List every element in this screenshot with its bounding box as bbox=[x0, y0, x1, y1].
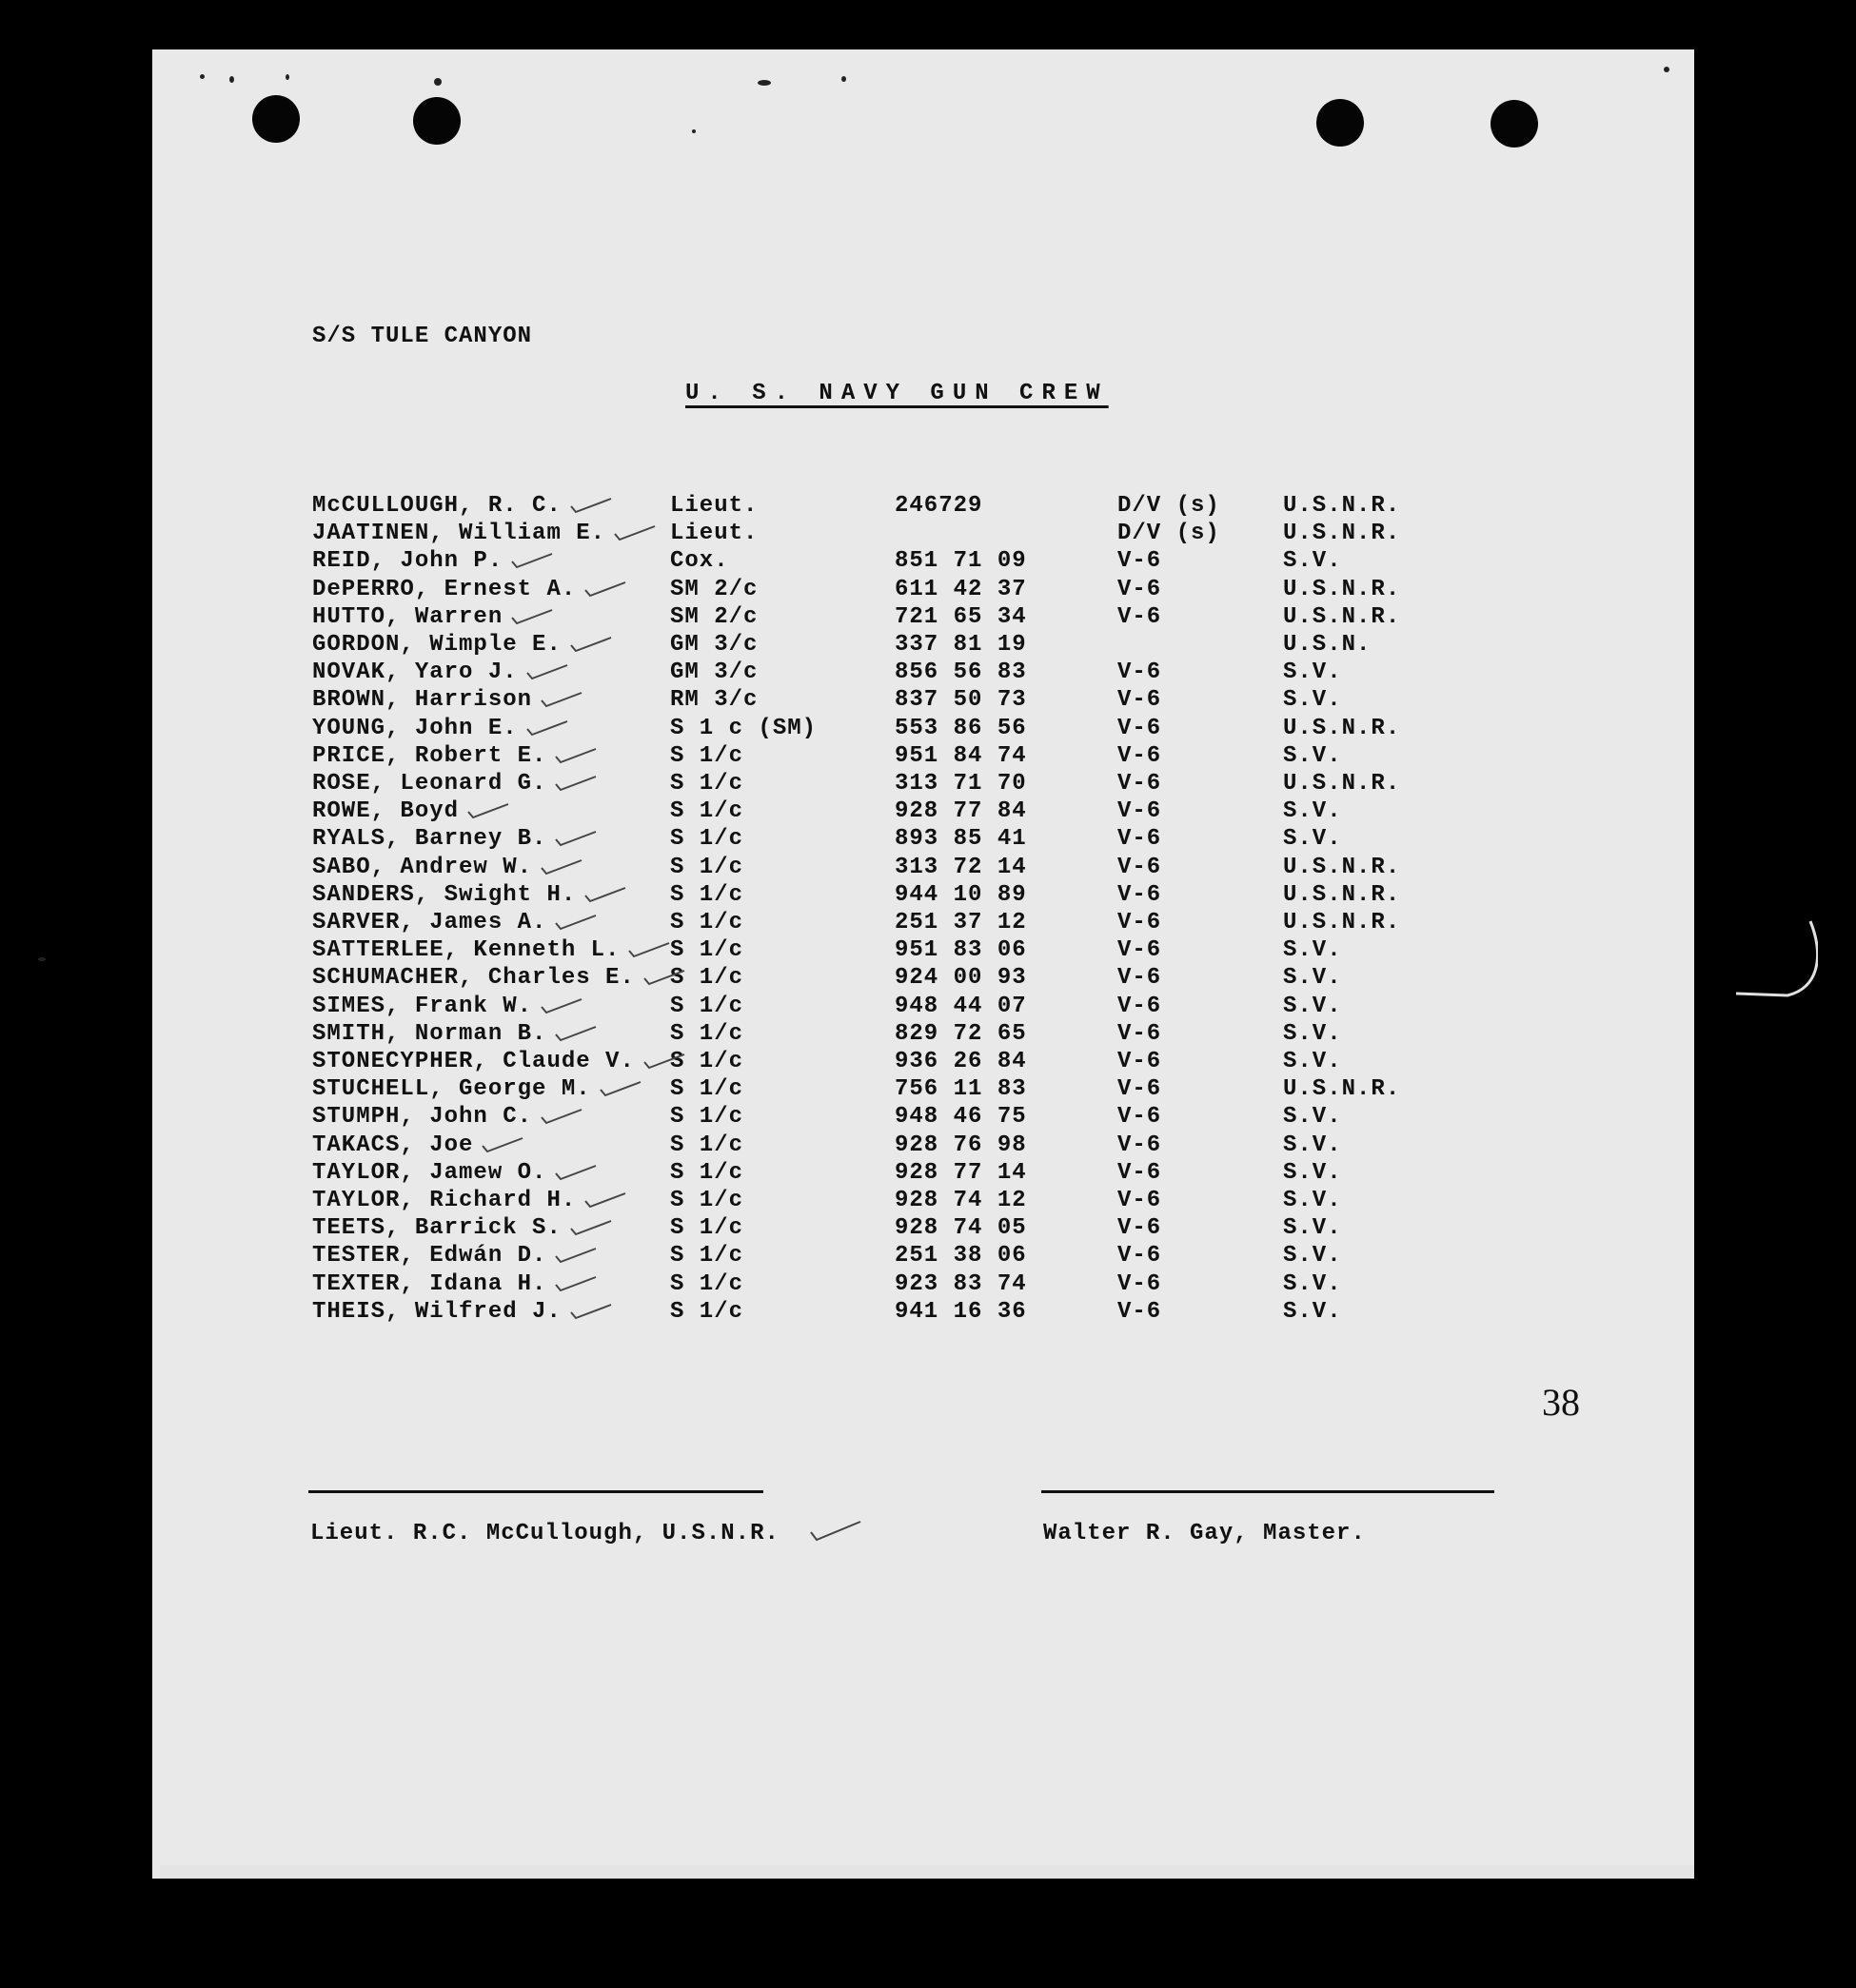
crew-class: V-6 bbox=[1117, 1188, 1162, 1213]
table-row bbox=[0, 994, 1856, 1021]
check-mark-icon bbox=[466, 802, 510, 821]
check-mark-icon bbox=[569, 1219, 613, 1238]
crew-class: V-6 bbox=[1117, 1020, 1162, 1047]
crew-branch: U.S.N.R. bbox=[1283, 715, 1401, 741]
crew-class: D/V (s) bbox=[1117, 521, 1220, 547]
crew-rate: S 1/c bbox=[670, 910, 744, 935]
service-number: 756 11 83 bbox=[895, 1076, 1027, 1103]
crew-class: V-6 bbox=[1117, 965, 1162, 992]
table-row bbox=[0, 521, 1856, 548]
crew-rate: S 1/c bbox=[670, 771, 744, 797]
crew-name: SIMES, Frank W. bbox=[312, 993, 533, 1019]
crew-class: V-6 bbox=[1117, 603, 1162, 630]
signature-right: Walter R. Gay, Master. bbox=[1043, 1521, 1366, 1546]
check-mark-icon bbox=[525, 719, 569, 738]
service-number: 251 37 12 bbox=[895, 910, 1027, 935]
speck bbox=[692, 129, 696, 133]
table-row bbox=[0, 771, 1856, 798]
service-number: 928 77 14 bbox=[895, 1159, 1027, 1186]
crew-rate: Lieut. bbox=[670, 493, 759, 519]
page-edge bbox=[160, 1865, 1694, 1879]
check-mark-icon bbox=[554, 1247, 598, 1266]
crew-name: STUCHELL, George M. bbox=[312, 1076, 591, 1103]
crew-branch: S.V. bbox=[1283, 659, 1342, 686]
table-row bbox=[0, 743, 1856, 771]
check-mark-icon bbox=[525, 663, 569, 682]
check-mark-icon bbox=[510, 552, 554, 571]
signature-line-left bbox=[308, 1490, 763, 1493]
crew-rate: S 1/c bbox=[670, 826, 744, 853]
check-mark-icon bbox=[809, 1519, 862, 1544]
crew-branch: S.V. bbox=[1283, 687, 1342, 714]
crew-branch: U.S.N. bbox=[1283, 632, 1372, 658]
check-mark-icon bbox=[569, 636, 613, 655]
crew-class: V-6 bbox=[1117, 1132, 1162, 1158]
check-mark-icon bbox=[613, 524, 657, 543]
crew-branch: S.V. bbox=[1283, 937, 1342, 964]
check-mark-icon bbox=[554, 775, 598, 794]
speck bbox=[841, 76, 846, 82]
crew-rate: S 1/c bbox=[670, 1243, 744, 1270]
crew-class: V-6 bbox=[1117, 1270, 1162, 1297]
crew-branch: S.V. bbox=[1283, 1215, 1342, 1242]
crew-name: TAYLOR, Richard H. bbox=[312, 1188, 577, 1213]
speck bbox=[229, 76, 234, 83]
crew-class: V-6 bbox=[1117, 1049, 1162, 1074]
crew-branch: U.S.N.R. bbox=[1283, 771, 1401, 797]
document-heading: U. S. NAVY GUN CREW bbox=[685, 381, 1109, 406]
table-row bbox=[0, 1215, 1856, 1243]
check-mark-icon bbox=[540, 691, 583, 710]
crew-name: BROWN, Harrison bbox=[312, 687, 533, 714]
crew-rate: Lieut. bbox=[670, 521, 759, 547]
table-row bbox=[0, 855, 1856, 882]
table-row bbox=[0, 882, 1856, 910]
table-row bbox=[0, 1104, 1856, 1132]
crew-name: SARVER, James A. bbox=[312, 910, 547, 935]
crew-rate: S 1/c bbox=[670, 993, 744, 1019]
crew-rate: S 1/c bbox=[670, 937, 744, 964]
crew-name: ROSE, Leonard G. bbox=[312, 771, 547, 797]
crew-name: REID, John P. bbox=[312, 548, 503, 575]
crew-rate: S 1/c bbox=[670, 798, 744, 825]
crew-branch: U.S.N.R. bbox=[1283, 521, 1401, 547]
table-row bbox=[0, 1076, 1856, 1104]
crew-branch: S.V. bbox=[1283, 965, 1342, 992]
crew-class: V-6 bbox=[1117, 1076, 1162, 1103]
service-number: 251 38 06 bbox=[895, 1243, 1027, 1270]
service-number: 829 72 65 bbox=[895, 1020, 1027, 1047]
check-mark-icon bbox=[554, 914, 598, 933]
service-number: 948 44 07 bbox=[895, 993, 1027, 1019]
table-row bbox=[0, 548, 1856, 576]
crew-rate: S 1/c bbox=[670, 881, 744, 908]
crew-branch: S.V. bbox=[1283, 1020, 1342, 1047]
table-row bbox=[0, 577, 1856, 604]
crew-branch: S.V. bbox=[1283, 1298, 1342, 1325]
crew-rate: S 1/c bbox=[670, 1215, 744, 1242]
crew-name: ROWE, Boyd bbox=[312, 798, 460, 825]
crew-name: SABO, Andrew W. bbox=[312, 854, 533, 880]
table-row bbox=[0, 604, 1856, 632]
speck bbox=[1664, 67, 1669, 72]
margin-mark bbox=[1732, 915, 1818, 1011]
crew-class: V-6 bbox=[1117, 937, 1162, 964]
crew-branch: U.S.N.R. bbox=[1283, 910, 1401, 935]
crew-class: V-6 bbox=[1117, 910, 1162, 935]
crew-rate: S 1 c (SM) bbox=[670, 715, 818, 741]
crew-branch: S.V. bbox=[1283, 1132, 1342, 1158]
punch-hole bbox=[1491, 100, 1538, 148]
crew-class: V-6 bbox=[1117, 576, 1162, 602]
table-row bbox=[0, 493, 1856, 521]
crew-name: RYALS, Barney B. bbox=[312, 826, 547, 853]
crew-class: V-6 bbox=[1117, 659, 1162, 686]
service-number: 944 10 89 bbox=[895, 881, 1027, 908]
crew-name: THEIS, Wilfred J. bbox=[312, 1298, 562, 1325]
crew-name: TEXTER, Idana H. bbox=[312, 1270, 547, 1297]
service-number: 928 76 98 bbox=[895, 1132, 1027, 1158]
crew-name: PRICE, Robert E. bbox=[312, 742, 547, 769]
table-row bbox=[0, 1271, 1856, 1299]
crew-branch: S.V. bbox=[1283, 798, 1342, 825]
service-number: 923 83 74 bbox=[895, 1270, 1027, 1297]
table-row bbox=[0, 1299, 1856, 1327]
crew-class: V-6 bbox=[1117, 1104, 1162, 1131]
service-number: 553 86 56 bbox=[895, 715, 1027, 741]
crew-branch: S.V. bbox=[1283, 1049, 1342, 1074]
service-number: 928 74 12 bbox=[895, 1188, 1027, 1213]
crew-rate: S 1/c bbox=[670, 1188, 744, 1213]
service-number: 924 00 93 bbox=[895, 965, 1027, 992]
check-mark-icon bbox=[540, 858, 583, 877]
crew-name: TAYLOR, Jamew O. bbox=[312, 1159, 547, 1186]
service-number: 611 42 37 bbox=[895, 576, 1027, 602]
service-number: 893 85 41 bbox=[895, 826, 1027, 853]
check-mark-icon bbox=[599, 1080, 642, 1099]
service-number: 313 72 14 bbox=[895, 854, 1027, 880]
table-row bbox=[0, 1243, 1856, 1270]
check-mark-icon bbox=[583, 1191, 627, 1211]
table-row bbox=[0, 1132, 1856, 1160]
crew-branch: S.V. bbox=[1283, 826, 1342, 853]
page-number: 38 bbox=[1542, 1381, 1580, 1424]
check-mark-icon bbox=[540, 1108, 583, 1127]
crew-class: D/V (s) bbox=[1117, 493, 1220, 519]
crew-class: V-6 bbox=[1117, 1215, 1162, 1242]
crew-name: TAKACS, Joe bbox=[312, 1132, 474, 1158]
check-mark-icon bbox=[554, 1025, 598, 1044]
crew-branch: U.S.N.R. bbox=[1283, 603, 1401, 630]
crew-rate: S 1/c bbox=[670, 1270, 744, 1297]
crew-branch: S.V. bbox=[1283, 1243, 1342, 1270]
table-row bbox=[0, 687, 1856, 715]
crew-rate: S 1/c bbox=[670, 1132, 744, 1158]
crew-rate: GM 3/c bbox=[670, 632, 759, 658]
table-row bbox=[0, 1160, 1856, 1188]
crew-rate: S 1/c bbox=[670, 1020, 744, 1047]
signature-left: Lieut. R.C. McCullough, U.S.N.R. bbox=[310, 1521, 780, 1546]
crew-branch: U.S.N.R. bbox=[1283, 881, 1401, 908]
crew-name: SMITH, Norman B. bbox=[312, 1020, 547, 1047]
check-mark-icon bbox=[510, 608, 554, 627]
crew-class: V-6 bbox=[1117, 993, 1162, 1019]
crew-class: V-6 bbox=[1117, 715, 1162, 741]
ship-name: S/S TULE CANYON bbox=[312, 324, 533, 349]
service-number: 928 74 05 bbox=[895, 1215, 1027, 1242]
punch-hole bbox=[413, 97, 461, 145]
service-number: 951 84 74 bbox=[895, 742, 1027, 769]
crew-rate: Cox. bbox=[670, 548, 729, 575]
crew-rate: S 1/c bbox=[670, 854, 744, 880]
service-number: 951 83 06 bbox=[895, 937, 1027, 964]
crew-name: HUTTO, Warren bbox=[312, 603, 503, 630]
table-row bbox=[0, 716, 1856, 743]
check-mark-icon bbox=[554, 1164, 598, 1183]
check-mark-icon bbox=[481, 1136, 524, 1155]
table-row bbox=[0, 1049, 1856, 1076]
check-mark-icon bbox=[583, 886, 627, 905]
punch-hole bbox=[252, 95, 300, 143]
table-row bbox=[0, 1021, 1856, 1049]
check-mark-icon bbox=[554, 1275, 598, 1294]
check-mark-icon bbox=[642, 969, 686, 988]
crew-name: STUMPH, John C. bbox=[312, 1104, 533, 1131]
crew-name: GORDON, Wimple E. bbox=[312, 632, 562, 658]
crew-branch: U.S.N.R. bbox=[1283, 1076, 1401, 1103]
check-mark-icon bbox=[642, 1053, 686, 1072]
table-row bbox=[0, 659, 1856, 687]
service-number: 246729 bbox=[895, 493, 983, 519]
service-number: 948 46 75 bbox=[895, 1104, 1027, 1131]
crew-name: STONECYPHER, Claude V. bbox=[312, 1049, 635, 1074]
crew-rate: S 1/c bbox=[670, 1298, 744, 1325]
crew-name: TEETS, Barrick S. bbox=[312, 1215, 562, 1242]
punch-hole bbox=[1316, 99, 1364, 147]
check-mark-icon bbox=[569, 1303, 613, 1322]
crew-branch: U.S.N.R. bbox=[1283, 854, 1401, 880]
crew-name: TESTER, Edwán D. bbox=[312, 1243, 547, 1270]
crew-branch: S.V. bbox=[1283, 1104, 1342, 1131]
table-row bbox=[0, 798, 1856, 826]
crew-name: McCULLOUGH, R. C. bbox=[312, 493, 562, 519]
crew-name: SANDERS, Swight H. bbox=[312, 881, 577, 908]
crew-class: V-6 bbox=[1117, 1298, 1162, 1325]
crew-name: SCHUMACHER, Charles E. bbox=[312, 965, 635, 992]
crew-name: SATTERLEE, Kenneth L. bbox=[312, 937, 621, 964]
speck bbox=[758, 80, 771, 86]
service-number: 313 71 70 bbox=[895, 771, 1027, 797]
service-number: 851 71 09 bbox=[895, 548, 1027, 575]
speck bbox=[434, 78, 442, 86]
crew-class: V-6 bbox=[1117, 881, 1162, 908]
crew-class: V-6 bbox=[1117, 854, 1162, 880]
crew-class: V-6 bbox=[1117, 742, 1162, 769]
crew-rate: S 1/c bbox=[670, 742, 744, 769]
check-mark-icon bbox=[583, 581, 627, 600]
check-mark-icon bbox=[627, 941, 671, 960]
crew-class: V-6 bbox=[1117, 1243, 1162, 1270]
service-number: 837 50 73 bbox=[895, 687, 1027, 714]
crew-branch: S.V. bbox=[1283, 993, 1342, 1019]
crew-branch: S.V. bbox=[1283, 548, 1342, 575]
table-row bbox=[0, 632, 1856, 659]
crew-rate: S 1/c bbox=[670, 1159, 744, 1186]
check-mark-icon bbox=[569, 497, 613, 516]
crew-name: NOVAK, Yaro J. bbox=[312, 659, 518, 686]
service-number: 928 77 84 bbox=[895, 798, 1027, 825]
table-row bbox=[0, 826, 1856, 854]
check-mark-icon bbox=[554, 830, 598, 849]
service-number: 337 81 19 bbox=[895, 632, 1027, 658]
signature-line-right bbox=[1041, 1490, 1494, 1493]
crew-branch: S.V. bbox=[1283, 1159, 1342, 1186]
crew-rate: S 1/c bbox=[670, 1049, 744, 1074]
crew-rate: SM 2/c bbox=[670, 576, 759, 602]
crew-class: V-6 bbox=[1117, 548, 1162, 575]
crew-branch: S.V. bbox=[1283, 1270, 1342, 1297]
service-number: 721 65 34 bbox=[895, 603, 1027, 630]
crew-rate: SM 2/c bbox=[670, 603, 759, 630]
crew-branch: S.V. bbox=[1283, 1188, 1342, 1213]
crew-name: DePERRO, Ernest A. bbox=[312, 576, 577, 602]
table-row bbox=[0, 937, 1856, 965]
crew-name: JAATINEN, William E. bbox=[312, 521, 606, 547]
table-row bbox=[0, 1188, 1856, 1215]
crew-branch: S.V. bbox=[1283, 742, 1342, 769]
service-number: 936 26 84 bbox=[895, 1049, 1027, 1074]
crew-class: V-6 bbox=[1117, 1159, 1162, 1186]
crew-rate: RM 3/c bbox=[670, 687, 759, 714]
speck bbox=[286, 74, 289, 80]
crew-rate: S 1/c bbox=[670, 965, 744, 992]
table-row bbox=[0, 910, 1856, 937]
table-row bbox=[0, 965, 1856, 993]
crew-class: V-6 bbox=[1117, 826, 1162, 853]
crew-branch: U.S.N.R. bbox=[1283, 576, 1401, 602]
crew-name: YOUNG, John E. bbox=[312, 715, 518, 741]
service-number: 941 16 36 bbox=[895, 1298, 1027, 1325]
crew-rate: S 1/c bbox=[670, 1104, 744, 1131]
crew-class: V-6 bbox=[1117, 798, 1162, 825]
crew-branch: U.S.N.R. bbox=[1283, 493, 1401, 519]
speck bbox=[200, 74, 205, 79]
service-number: 856 56 83 bbox=[895, 659, 1027, 686]
crew-rate: GM 3/c bbox=[670, 659, 759, 686]
crew-class: V-6 bbox=[1117, 687, 1162, 714]
check-mark-icon bbox=[540, 997, 583, 1016]
check-mark-icon bbox=[554, 747, 598, 766]
crew-rate: S 1/c bbox=[670, 1076, 744, 1103]
crew-class: V-6 bbox=[1117, 771, 1162, 797]
